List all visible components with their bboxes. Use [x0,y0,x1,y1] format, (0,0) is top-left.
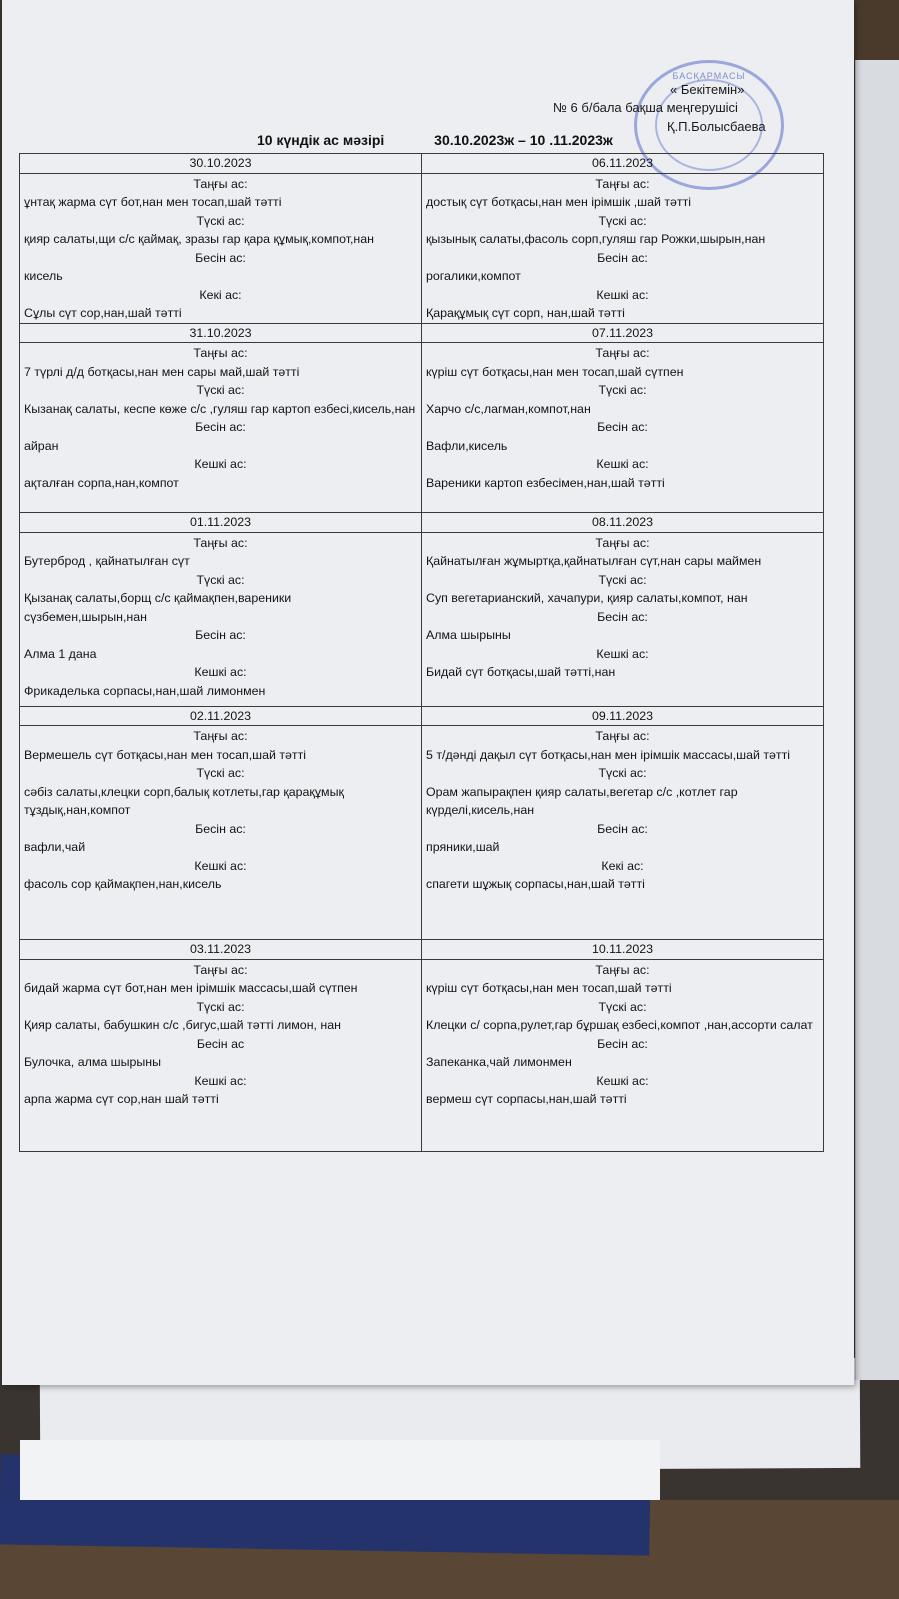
day-date: 08.11.2023 [422,513,824,533]
meal-dishes: Бутерброд , қайнатылған сүт [24,554,190,568]
approve-line-3: Қ.П.Болысбаева [667,119,766,134]
meal-label: Бесін ас: [195,420,246,434]
meal-dishes: 7 түрлі д/д ботқасы,нан мен сары май,шай тәтті [24,364,300,379]
stamp-text: БАСҚАРМАСЫ [672,71,746,81]
meal-label: Кешкі ас: [596,1073,649,1088]
meal-label: Бесін ас: [195,628,246,642]
meal-label: Түскі ас: [598,383,647,397]
meal-dishes: вафли,чай [24,840,86,854]
day-menu-cell [422,343,824,513]
meal-label: Түскі ас: [598,766,647,780]
underlying-paper-2 [20,1440,660,1500]
menu-period: 30.10.2023ж – 10 .11.2023ж [434,132,613,148]
day-date: 31.10.2023 [20,323,422,343]
meal-dishes: 5 т/дәнді дақыл сүт ботқасы,нан мен ірімшік массасы,шай тәтті [426,747,790,762]
meal-label: Таңғы ас: [193,346,248,360]
meal-label: Таңғы ас: [193,962,248,977]
meal-label: Таңғы ас: [595,346,650,360]
day-date: 06.11.2023 [422,154,824,174]
meal-dishes: рогалики,компот [426,269,521,283]
day-menu-cell [20,959,422,1151]
meal-label: Бесін ас: [597,420,648,434]
meal-dishes: бидай жарма сүт бот,нан мен ірімшік массасы,шай сүтпен [24,981,358,995]
day-menu-cell [422,959,824,1151]
meal-dishes: фасоль сор қаймақпен,нан,кисель [24,877,222,891]
meal-label: Бесін ас: [195,821,246,836]
meal-dishes: Орам жапырақпен қияр салаты,вегетар с/с ,котлет гар күрделі,кисель,нан [426,784,738,817]
meal-dishes: Запеканка,чай лимонмен [426,1055,572,1069]
meal-dishes: Қызанақ салаты,борщ с/с қаймақпен,вареники сүзбемен,шырын,нан [24,591,292,624]
day-date: 02.11.2023 [20,706,422,726]
day-date: 10.11.2023 [422,940,824,960]
meal-dishes: Сұлы сүт сор,нан,шай тәтті [24,306,182,320]
meal-label: Кешкі ас: [194,858,247,873]
meal-label: Бесін ас: [195,250,246,265]
meal-dishes: Вермешель сүт ботқасы,нан мен тосап,шай тәтті [24,747,307,762]
meal-dishes: Фрикаделька сорпасы,нан,шай лимонмен [24,683,266,698]
meal-dishes: достық сүт ботқасы,нан мен ірімшік ,шай тәтті [426,195,692,209]
meal-label: Түскі ас: [196,766,245,780]
day-menu-cell [20,532,422,706]
meal-dishes: пряники,шай [426,840,500,854]
menu-title: 10 күндік ас мәзірі [257,132,385,148]
meal-dishes: Харчо с/с,лагман,компот,нан [426,401,591,416]
day-menu-cell [20,343,422,513]
day-menu-cell [422,173,824,323]
meal-label: Бесін ас: [597,250,648,265]
approve-line-1: « Бекітемін» [670,82,745,97]
meal-label: Таңғы ас: [595,962,650,977]
document-title [257,132,659,148]
meal-dishes: сәбіз салаты,клецки сорп,балық котлеты,гар қарақұмық тұздық,нан,компот [24,784,344,817]
meal-dishes: вермеш сүт сорпасы,нан,шай тәтті [426,1092,627,1106]
meal-dishes: Вареники картоп езбесімен,нан,шай тәтті [426,475,665,490]
meal-label: Бесін ас [196,1036,245,1051]
day-menu-cell [422,726,824,940]
meal-dishes: Қияр салаты, бабушкин с/с ,бигус,шай тәтті лимон, нан [24,1018,341,1032]
menu-table [19,153,824,1152]
meal-label: Таңғы ас: [595,535,650,550]
meal-label: Бесін ас: [597,821,648,836]
day-date: 09.11.2023 [422,706,824,726]
meal-label: Түскі ас: [196,572,245,587]
meal-dishes: Кызанақ салаты, кеспе көже с/с ,гуляш гар картоп езбесі,кисель,нан [24,401,416,416]
meal-label: Түскі ас: [598,999,647,1014]
meal-label: Түскі ас: [196,999,245,1014]
day-date: 30.10.2023 [20,154,422,174]
meal-dishes: Алма 1 дана [24,646,97,661]
meal-dishes: Қайнатылған жұмыртқа,қайнатылған сүт,нан сары маймен [426,554,762,568]
meal-dishes: қызынық салаты,фасоль сорп,гуляш гар Рожки,шырын,нан [426,232,766,246]
day-date: 03.11.2023 [20,940,422,960]
day-date: 07.11.2023 [422,323,824,343]
meal-label: Түскі ас: [196,213,245,228]
meal-dishes: ұнтақ жарма сүт бот,нан мен тосап,шай тәтті [24,195,282,209]
meal-dishes: Алма шырыны [426,628,511,642]
meal-label: Кекі ас: [601,858,644,873]
day-menu-cell [20,173,422,323]
meal-dishes: Бидай сүт ботқасы,шай тәтті,нан [426,665,616,679]
day-date: 01.11.2023 [20,513,422,533]
meal-label: Кешкі ас: [194,457,247,471]
meal-dishes: Булочка, алма шырыны [24,1055,162,1069]
meal-dishes: Суп вегетарианский, хачапури, қияр салаты,компот, нан [426,591,748,605]
meal-dishes: күріш сүт ботқасы,нан мен тосап,шай сүтпен [426,364,684,379]
meal-dishes: ақталған сорпа,нан,компот [24,475,179,490]
meal-label: Кешкі ас: [596,457,649,471]
meal-label: Таңғы ас: [193,176,248,191]
meal-label: Кешкі ас: [194,665,247,679]
day-menu-cell [20,726,422,940]
meal-label: Кешкі ас: [596,287,649,302]
approve-line-2: № 6 б/бала бақша меңгерушісі [553,100,738,115]
meal-label: Түскі ас: [196,383,245,397]
menu-document [2,0,854,1385]
meal-label: Таңғы ас: [193,729,248,743]
meal-label: Кешкі ас: [596,646,649,661]
meal-label: Таңғы ас: [595,729,650,743]
meal-label: Бесін ас: [597,609,648,624]
meal-dishes: арпа жарма сүт сор,нан шай тәтті [24,1092,219,1106]
meal-dishes: айран [24,438,59,453]
meal-dishes: кисель [24,269,63,283]
binder-edge [855,60,899,1380]
meal-label: Түскі ас: [598,572,647,587]
meal-label: Түскі ас: [598,213,647,228]
meal-label: Таңғы ас: [193,535,248,550]
meal-label: Кекі ас: [199,287,242,302]
meal-label: Бесін ас: [597,1036,648,1051]
meal-dishes: спагети шұжық сорпасы,нан,шай тәтті [426,877,645,891]
meal-dishes: қияр салаты,щи с/с қаймақ, зразы гар қара құмық,компот,нан [24,232,375,246]
meal-label: Таңғы ас: [595,176,650,191]
day-menu-cell [422,532,824,706]
meal-dishes: күріш сүт ботқасы,нан мен тосап,шай тәтті [426,981,672,995]
meal-dishes: Вафли,кисель [426,438,508,453]
meal-dishes: Клецки с/ сорпа,рулет,гар бұршақ езбесі,компот ,нан,ассорти салат [426,1018,813,1032]
meal-dishes: Қарақұмық сүт сорп, нан,шай тәтті [426,306,625,320]
meal-label: Кешкі ас: [194,1073,247,1088]
